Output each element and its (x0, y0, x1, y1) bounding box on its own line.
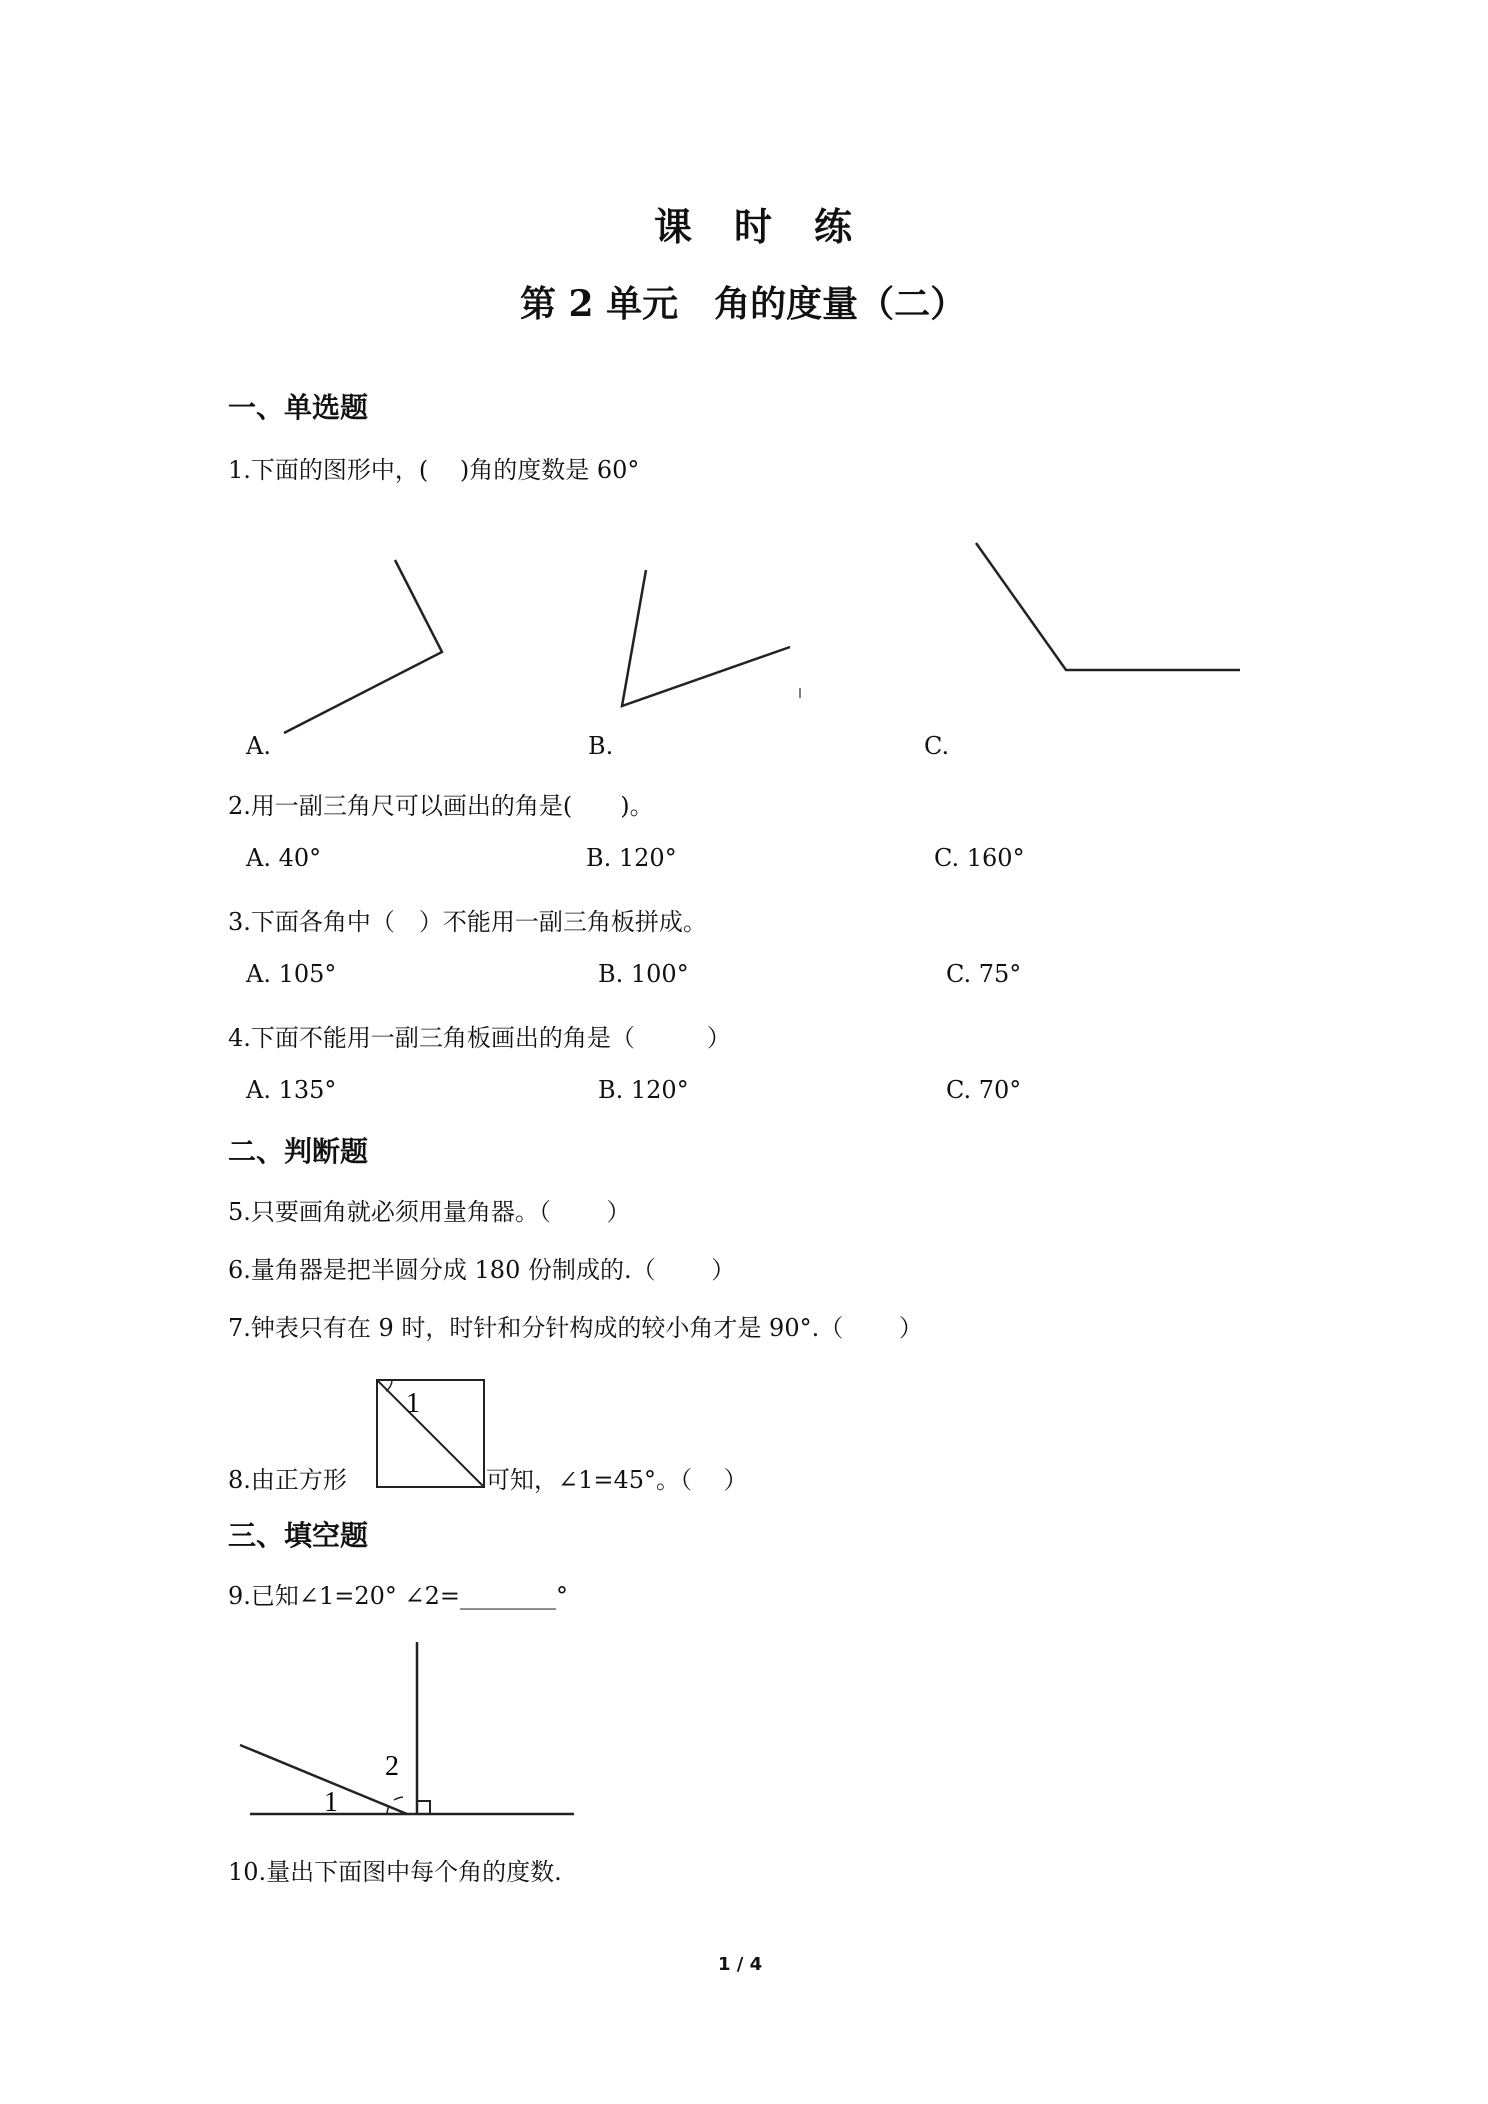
question-1: 1.下面的图形中，( )角的度数是 60° (228, 456, 640, 484)
question-10: 10.量出下面图中每个角的度数. (228, 1858, 562, 1886)
section-heading-single-choice: 一、单选题 (228, 391, 369, 424)
q2-option-a[interactable]: A. 40° (246, 844, 322, 872)
angle-figure-a (284, 560, 442, 733)
q3-option-b[interactable]: B. 100° (598, 960, 689, 988)
question-3: 3.下面各角中（ ）不能用一副三角板拼成。 (228, 908, 707, 936)
question-5: 5.只要画角就必须用量角器。（ ） (228, 1198, 631, 1226)
angle-label-2: 2 (385, 1751, 399, 1782)
question-8-suffix: 可知，∠1=45°。（ ） (486, 1466, 748, 1494)
page-number: 1 / 4 (718, 1954, 763, 1975)
q2-option-b[interactable]: B. 120° (586, 844, 677, 872)
page-title: 课 时 练 (654, 204, 855, 249)
question-7: 7.钟表只有在 9 时，时针和分针构成的较小角才是 90°.（ ） (228, 1314, 923, 1342)
q2-option-c[interactable]: C. 160° (934, 844, 1025, 872)
right-angle-mark (417, 1801, 430, 1814)
page-subtitle: 第 2 单元 角的度量（二） (520, 283, 967, 325)
angle-figure-b (622, 570, 790, 706)
question-9: 9.已知∠1=20° ∠2=________° (228, 1582, 569, 1610)
q4-option-b[interactable]: B. 120° (598, 1076, 689, 1104)
q1-option-a[interactable]: A. (246, 732, 271, 760)
angle-arc-2 (394, 1797, 403, 1800)
square-diagonal (377, 1380, 484, 1487)
q1-option-b[interactable]: B. (588, 732, 614, 760)
question-4: 4.下面不能用一副三角板画出的角是（ ） (228, 1024, 731, 1052)
q3-option-c[interactable]: C. 75° (946, 960, 1022, 988)
question-2: 2.用一副三角尺可以画出的角是( )。 (228, 792, 654, 820)
q4-option-a[interactable]: A. 135° (246, 1076, 337, 1104)
q1-option-c[interactable]: C. (924, 732, 950, 760)
square-angle-label: 1 (406, 1388, 420, 1419)
section-heading-true-false: 二、判断题 (228, 1135, 369, 1168)
angle-label-1: 1 (324, 1787, 338, 1818)
question-6: 6.量角器是把半圆分成 180 份制成的.（ ） (228, 1256, 736, 1284)
question-8-prefix: 8.由正方形 (228, 1466, 347, 1494)
q3-option-a[interactable]: A. 105° (246, 960, 337, 988)
angle-figure-c (976, 543, 1240, 670)
section-heading-fill-in: 三、填空题 (228, 1519, 369, 1552)
q4-option-c[interactable]: C. 70° (946, 1076, 1022, 1104)
